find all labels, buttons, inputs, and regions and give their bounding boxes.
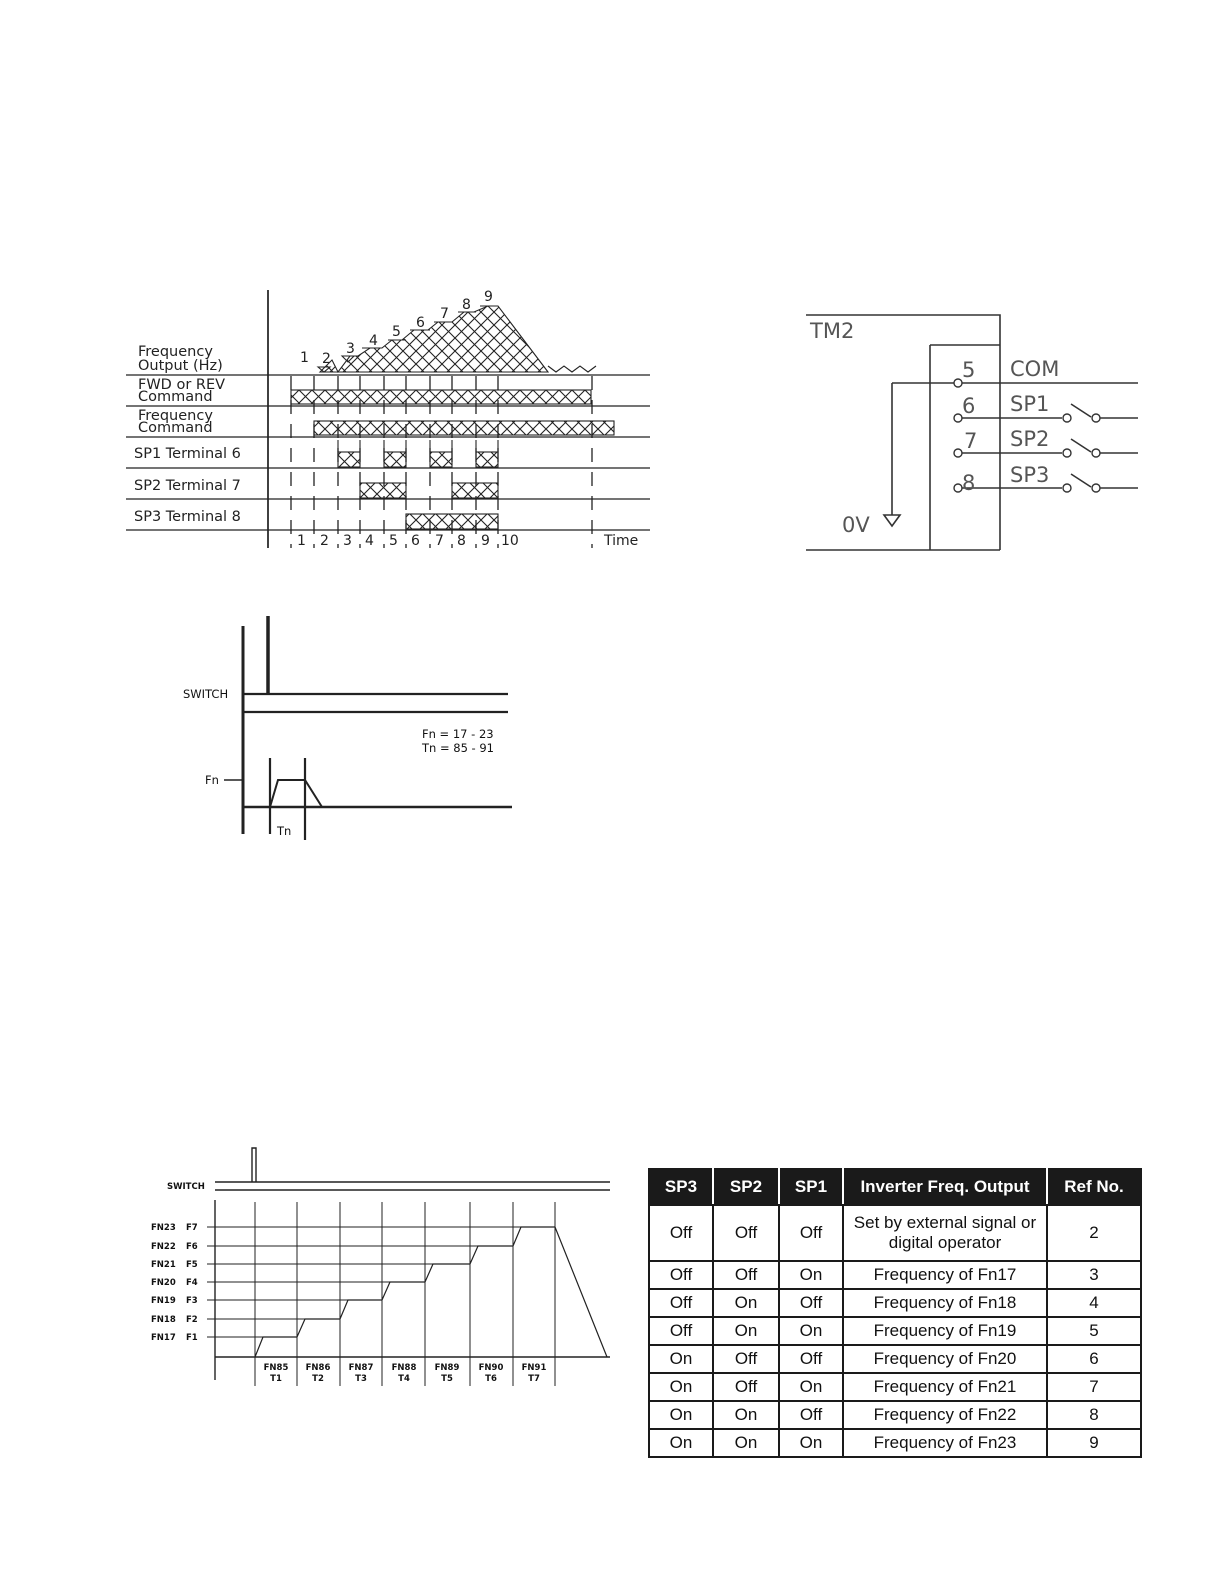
- terminal-name: SP3: [1010, 463, 1050, 487]
- table-header: SP2: [713, 1169, 779, 1205]
- jog-tn-range: Tn = 85 - 91: [422, 741, 494, 755]
- table-cell: Set by external signal or digital operator: [843, 1205, 1047, 1261]
- label-fwd-rev-command: Command: [138, 389, 213, 405]
- terminal-number: 6: [962, 394, 976, 418]
- ground-label: 0V: [842, 513, 870, 537]
- segment-t-label: T5: [441, 1374, 453, 1384]
- jog-fn-label: Fn: [205, 773, 219, 787]
- step-label: 4: [369, 333, 378, 349]
- speed-selection-table: [648, 1168, 1142, 1458]
- table-cell: Off: [649, 1317, 713, 1345]
- table-cell: On: [713, 1429, 779, 1457]
- frequency-command-bar: [314, 421, 614, 435]
- segment-t-label: T6: [485, 1374, 497, 1384]
- table-cell: 9: [1047, 1429, 1141, 1457]
- terminal-name: SP1: [1010, 392, 1050, 416]
- table-row: [649, 1401, 1141, 1429]
- table-header: Inverter Freq. Output: [843, 1169, 1047, 1205]
- table-cell: On: [779, 1373, 843, 1401]
- axis-label: 10: [501, 533, 519, 549]
- label-frequency-command: Frequency: [138, 408, 213, 424]
- label-frequency-command: Command: [138, 420, 213, 436]
- table-cell: Off: [779, 1205, 843, 1261]
- table-cell: Off: [779, 1289, 843, 1317]
- table-cell: Off: [779, 1345, 843, 1373]
- axis-label: 4: [365, 533, 374, 549]
- level-fn-label: FN19: [151, 1296, 176, 1306]
- label-frequency-output: Output (Hz): [138, 358, 223, 374]
- table-header: SP1: [779, 1169, 843, 1205]
- segment-fn-label: FN86: [305, 1363, 331, 1373]
- terminal-number: 7: [964, 429, 978, 453]
- table-cell: Off: [713, 1373, 779, 1401]
- axis-label: 6: [411, 533, 420, 549]
- level-f-label: F1: [186, 1333, 198, 1343]
- level-fn-label: FN17: [151, 1333, 176, 1343]
- label-sp1-terminal: SP1 Terminal 6: [134, 446, 241, 462]
- segment-fn-label: FN85: [263, 1363, 289, 1373]
- terminal-name: COM: [1010, 357, 1060, 381]
- step-label: 9: [484, 289, 493, 305]
- auto-run-timing-diagram: [140, 1140, 620, 1400]
- level-fn-label: FN18: [151, 1315, 176, 1325]
- table-cell: On: [713, 1317, 779, 1345]
- level-f-label: F4: [186, 1278, 198, 1288]
- table-cell: Frequency of Fn17: [843, 1261, 1047, 1289]
- level-f-label: F2: [186, 1315, 198, 1325]
- fwd-rev-command-bar: [291, 390, 591, 404]
- axis-label: 3: [343, 533, 352, 549]
- tm2-wiring-diagram: [780, 300, 1160, 570]
- step-label: 7: [440, 306, 449, 322]
- frequency-output-waveform: [320, 306, 548, 372]
- table-cell: On: [713, 1289, 779, 1317]
- segment-fn-label: FN89: [434, 1363, 460, 1373]
- table-cell: Frequency of Fn18: [843, 1289, 1047, 1317]
- level-fn-label: FN21: [151, 1260, 176, 1270]
- axis-label: 2: [320, 533, 329, 549]
- label-frequency-output: Frequency: [138, 344, 213, 360]
- table-row: [649, 1373, 1141, 1401]
- label-sp3-terminal: SP3 Terminal 8: [134, 509, 241, 525]
- table-cell: 4: [1047, 1289, 1141, 1317]
- level-f-label: F6: [186, 1242, 198, 1252]
- table-row: [649, 1289, 1141, 1317]
- step-label: 6: [416, 315, 425, 331]
- axis-label: 7: [435, 533, 444, 549]
- segment-fn-label: FN88: [391, 1363, 417, 1373]
- jog-fn-range: Fn = 17 - 23: [422, 727, 494, 741]
- table-cell: Off: [779, 1401, 843, 1429]
- auto-switch-label: SWITCH: [167, 1182, 205, 1192]
- table-cell: Frequency of Fn20: [843, 1345, 1047, 1373]
- table-cell: On: [779, 1429, 843, 1457]
- table-header: Ref No.: [1047, 1169, 1141, 1205]
- sp2-pulses: [360, 483, 498, 498]
- step-label: 2: [322, 351, 331, 367]
- table-cell: Off: [649, 1205, 713, 1261]
- segment-fn-label: FN90: [478, 1363, 504, 1373]
- table-header-row: [649, 1169, 1141, 1205]
- table-cell: Frequency of Fn21: [843, 1373, 1047, 1401]
- table-cell: On: [779, 1261, 843, 1289]
- terminal-number: 8: [962, 471, 976, 495]
- table-cell: On: [779, 1317, 843, 1345]
- level-fn-label: FN20: [151, 1278, 176, 1288]
- table-cell: 5: [1047, 1317, 1141, 1345]
- table-cell: Frequency of Fn22: [843, 1401, 1047, 1429]
- multispeed-timing-diagram: [0, 0, 700, 580]
- table-row: [649, 1205, 1141, 1261]
- table-cell: On: [649, 1429, 713, 1457]
- jog-timing-diagram: [160, 600, 540, 850]
- table-cell: Off: [713, 1261, 779, 1289]
- segment-t-label: T1: [270, 1374, 282, 1384]
- level-f-label: F7: [186, 1223, 198, 1233]
- table-cell: Off: [649, 1261, 713, 1289]
- level-fn-label: FN22: [151, 1242, 176, 1252]
- table-row: [649, 1317, 1141, 1345]
- level-f-label: F5: [186, 1260, 198, 1270]
- axis-label: 8: [457, 533, 466, 549]
- table-cell: Off: [713, 1345, 779, 1373]
- table-cell: On: [713, 1401, 779, 1429]
- step-label: 8: [462, 297, 471, 313]
- table-cell: Frequency of Fn23: [843, 1429, 1047, 1457]
- table-cell: 2: [1047, 1205, 1141, 1261]
- segment-fn-label: FN91: [521, 1363, 547, 1373]
- step-label: 3: [346, 341, 355, 357]
- axis-label: 9: [481, 533, 490, 549]
- step-label: 5: [392, 324, 401, 340]
- table-cell: On: [649, 1345, 713, 1373]
- jog-switch-label: SWITCH: [183, 687, 229, 701]
- table-cell: On: [649, 1401, 713, 1429]
- terminal-number: 5: [962, 358, 976, 382]
- jog-tn-label: Tn: [277, 824, 292, 838]
- tm2-label: TM2: [810, 319, 855, 343]
- segment-t-label: T7: [528, 1374, 540, 1384]
- label-fwd-rev-command: FWD or REV: [138, 377, 226, 393]
- table-cell: Frequency of Fn19: [843, 1317, 1047, 1345]
- table-cell: 7: [1047, 1373, 1141, 1401]
- table-cell: Off: [713, 1205, 779, 1261]
- table-header: SP3: [649, 1169, 713, 1205]
- time-axis-label: Time: [604, 533, 639, 549]
- segment-t-label: T4: [398, 1374, 410, 1384]
- table-row: [649, 1345, 1141, 1373]
- segment-t-label: T2: [312, 1374, 324, 1384]
- table-cell: 8: [1047, 1401, 1141, 1429]
- axis-label: 1: [297, 533, 306, 549]
- sp1-pulses: [338, 452, 498, 467]
- level-fn-label: FN23: [151, 1223, 176, 1233]
- level-f-label: F3: [186, 1296, 198, 1306]
- segment-fn-label: FN87: [348, 1363, 374, 1373]
- table-row: [649, 1261, 1141, 1289]
- table-cell: On: [649, 1373, 713, 1401]
- table-cell: Off: [649, 1289, 713, 1317]
- table-cell: 6: [1047, 1345, 1141, 1373]
- table-cell: 3: [1047, 1261, 1141, 1289]
- table-row: [649, 1429, 1141, 1457]
- label-sp2-terminal: SP2 Terminal 7: [134, 478, 241, 494]
- segment-t-label: T3: [355, 1374, 367, 1384]
- step-label: 1: [300, 350, 309, 366]
- axis-label: 5: [389, 533, 398, 549]
- terminal-name: SP2: [1010, 427, 1050, 451]
